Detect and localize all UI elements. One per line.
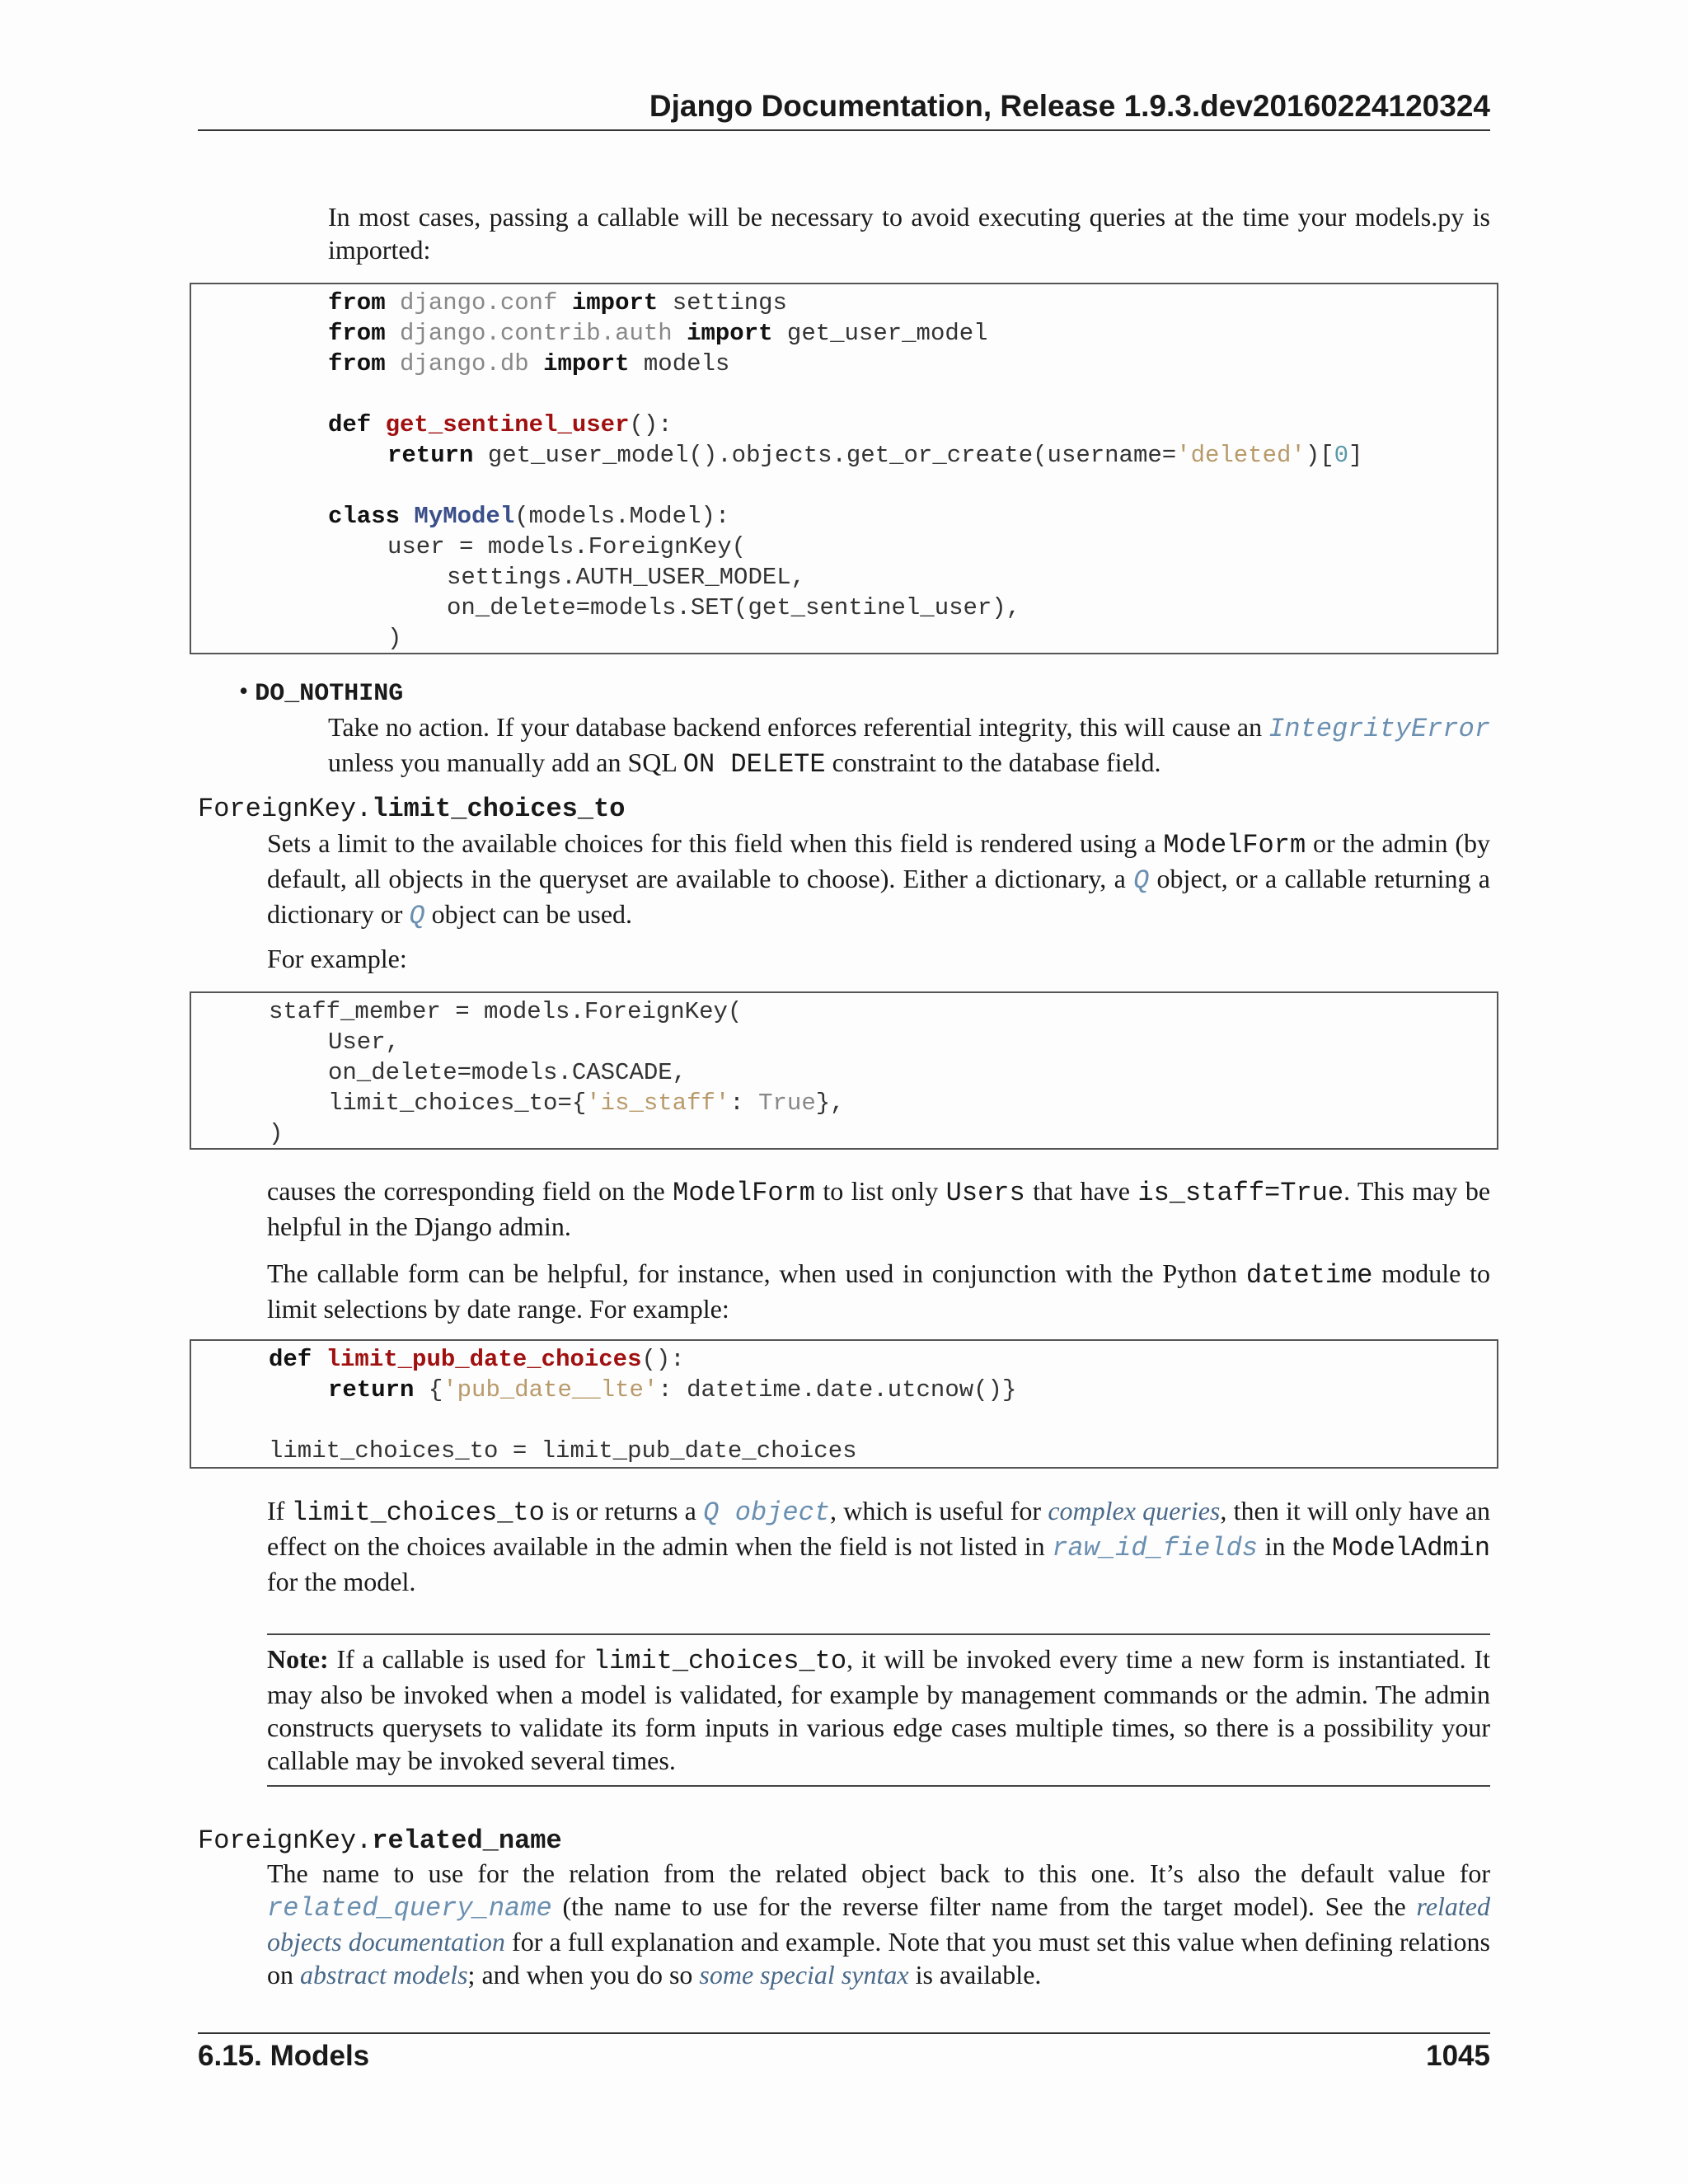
header-rule [198,129,1490,131]
footer-section-title: 6.15. Models [198,2040,370,2072]
code-block-pub-date [190,1339,1498,1469]
do-nothing-title: DO_NOTHING [255,680,404,708]
code-block-staff-member [190,991,1498,1150]
causes-paragraph: causes the corresponding field on the ModelForm to list only Users that have is_staff=True. This may be helpful in the Django admin. [267,1176,1491,1241]
related-name-description: The name to use for the relation from the related object back to this one. It’s also the default value for related_query_name (the name to use for the reverse filter name from the target model). See the related objects documentation for a full explanation and example. Note that you must set this value when defining relations on abstract models; and when you do so some special syntax is available. [267,1858,1491,1990]
callable-form-paragraph: The callable form can be helpful, for instance, when used in conjunction with the Python datetime module to limit selections by date range. For example: [267,1258,1491,1324]
code-line: settings.AUTH_USER_MODEL, [447,564,806,591]
abstract-models-link[interactable]: abstract models [300,1960,468,1990]
code-line: user = models.ForeignKey( [387,533,747,560]
code-line: def get_sentinel_user(): [328,411,673,438]
q-object-link[interactable]: Q object [703,1497,830,1528]
for-example-label: For example: [267,944,407,973]
note-top-rule [267,1633,1490,1635]
code-line: ) [269,1120,284,1147]
footer-rule [198,2032,1490,2034]
related-objects-documentation-link[interactable]: related objects documentation [267,1891,1490,1957]
page-header-title: Django Documentation, Release 1.9.3.dev20160224120324 [649,89,1490,123]
code-line: from django.db import models [328,350,730,377]
intro-paragraph: In most cases, passing a callable will be necessary to avoid executing queries at the time your models.py is imported: [328,202,1490,265]
api-related-name: ForeignKey.related_name [198,1825,562,1856]
bullet-dot: • [239,676,249,705]
do-nothing-description: Take no action. If your database backend enforces referential integrity, this will cause an IntegrityError unless you manually add an SQL ON DELETE constraint to the database field. [328,712,1491,780]
code-line: class MyModel(models.Model): [328,503,730,530]
code-line: User, [328,1029,401,1056]
footer-page-number: 1045 [1426,2040,1490,2072]
q-link[interactable]: Q [409,901,425,931]
code-line: on_delete=models.CASCADE, [328,1059,687,1086]
integrityerror-link[interactable]: IntegrityError [1268,714,1491,744]
q-link[interactable]: Q [1133,865,1150,896]
code-line: def limit_pub_date_choices(): [269,1346,685,1373]
some-special-syntax-link[interactable]: some special syntax [699,1960,909,1990]
code-line: return get_user_model().objects.get_or_create(username='deleted')[0] [387,442,1363,469]
q-object-paragraph: If limit_choices_to is or returns a Q object, which is useful for complex queries, then it will only have an effect on the choices available in the admin when the field is not listed in raw_id_fields in the ModelAdmin for the model. [267,1496,1491,1596]
limit-choices-description: Sets a limit to the available choices for this field when this field is rendered using a ModelForm or the admin (by default, all objects in the queryset are available to choose). Either a dictionary, a Q object, or a callable returning a dictionary or Q object can be used. [267,828,1491,931]
related-query-name-link[interactable]: related_query_name [267,1893,552,1924]
code-line: staff_member = models.ForeignKey( [269,998,743,1025]
api-limit-choices-to: ForeignKey.limit_choices_to [198,794,626,824]
complex-queries-link[interactable]: complex queries [1048,1496,1221,1526]
code-line: limit_choices_to={'is_staff': True}, [328,1090,845,1117]
code-line: on_delete=models.SET(get_sentinel_user), [447,594,1021,621]
code-line: ) [387,625,402,652]
bullet-do-nothing [239,676,403,708]
note-label: Note: [267,1644,329,1674]
code-line: return {'pub_date__lte': datetime.date.utcnow()} [328,1376,1017,1404]
note-paragraph: Note: If a callable is used for limit_choices_to, it will be invoked every time a new form is instantiated. It may also be invoked when a model is validated, for example by management commands or the admin. The admin constructs querysets to validate its form inputs in various edge cases multiple times, so there is a possibility your callable may be invoked several times. [267,1644,1491,1775]
code-block-sentinel [190,283,1498,654]
code-line: limit_choices_to = limit_pub_date_choices [269,1437,857,1465]
raw-id-fields-link[interactable]: raw_id_fields [1052,1533,1258,1563]
note-bottom-rule [267,1785,1490,1787]
code-line: from django.contrib.auth import get_user_model [328,320,988,347]
code-line: from django.conf import settings [328,289,787,316]
